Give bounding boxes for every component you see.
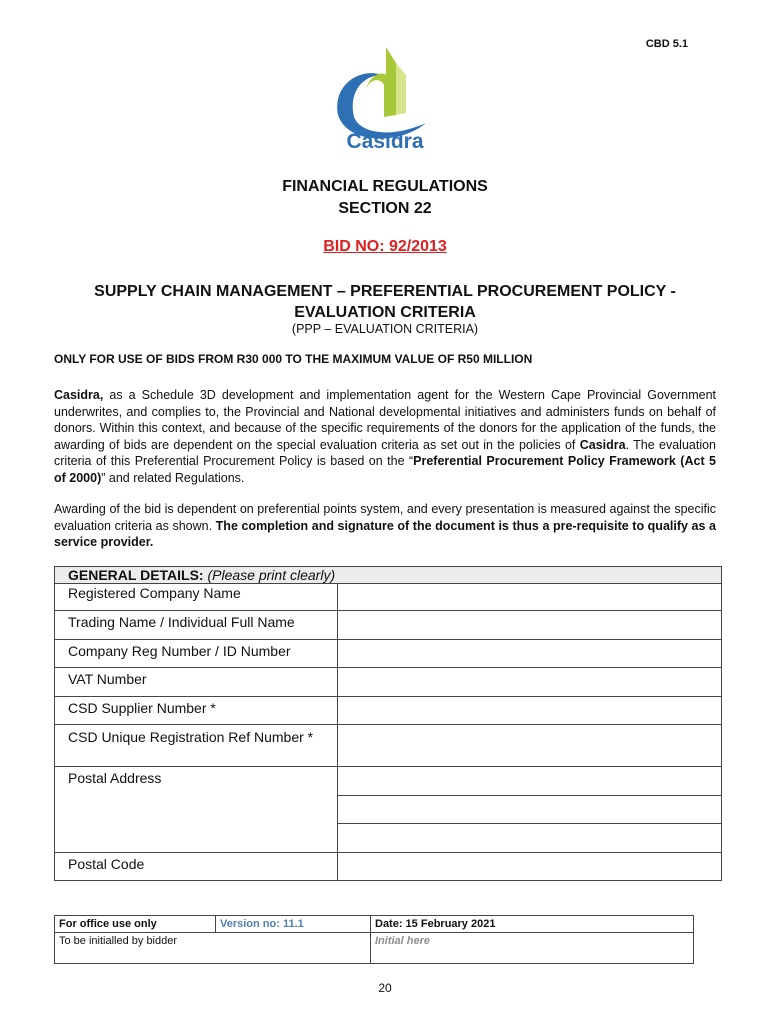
general-details-note: (Please print clearly) xyxy=(207,567,336,583)
table-row xyxy=(55,853,722,881)
general-details-title: GENERAL DETAILS: xyxy=(68,567,204,583)
trading-name-field[interactable] xyxy=(338,611,722,640)
table-row xyxy=(55,725,722,767)
office-use-label: For office use only xyxy=(55,916,216,933)
intro-framework: Preferential Procurement Policy Framework (Act 5 of 2000) xyxy=(54,454,716,485)
table-row xyxy=(55,916,694,933)
field-label: Postal Code xyxy=(55,853,338,881)
company-reg-number-field[interactable] xyxy=(338,640,722,668)
intro-paragraph xyxy=(54,387,716,486)
field-label: CSD Unique Registration Ref Number * xyxy=(55,725,338,767)
scm-subtitle: (PPP – EVALUATION CRITERIA) xyxy=(291,322,479,336)
logo-wordmark: Casidra xyxy=(346,130,424,153)
table-row xyxy=(55,933,694,964)
general-details-heading xyxy=(55,567,722,584)
postal-address-line-2-field[interactable] xyxy=(338,796,722,824)
registered-company-name-field[interactable] xyxy=(338,584,722,611)
award-text: Awarding of the bid is dependent on preferential points system, and every presentation is measured against the specific evaluation criteria as shown. xyxy=(54,502,716,533)
postal-address-line-3-field[interactable] xyxy=(338,824,722,853)
postal-code-field[interactable] xyxy=(338,853,722,881)
bid-number: BID NO: 92/2013 xyxy=(323,238,447,255)
logo-light-green xyxy=(396,63,406,115)
logo-blue-swoosh xyxy=(337,73,426,139)
logo-green-shape xyxy=(366,47,396,117)
version-label: Version no: 11.1 xyxy=(216,916,371,933)
field-label: Trading Name / Individual Full Name xyxy=(55,611,338,640)
general-details-table xyxy=(54,566,722,881)
csd-supplier-number-field[interactable] xyxy=(338,697,722,725)
field-label: CSD Supplier Number * xyxy=(55,697,338,725)
table-row xyxy=(55,767,722,796)
scm-title-line2: EVALUATION CRITERIA xyxy=(294,304,476,321)
csd-registration-ref-field[interactable] xyxy=(338,725,722,767)
use-notice: ONLY FOR USE OF BIDS FROM R30 000 TO THE MAXIMUM VALUE OF R50 MILLION xyxy=(54,352,533,366)
award-paragraph xyxy=(54,501,716,551)
vat-number-field[interactable] xyxy=(338,668,722,697)
table-row xyxy=(55,668,722,697)
title-line2: SECTION 22 xyxy=(338,200,432,217)
casidra-logo xyxy=(330,45,440,153)
field-label: Company Reg Number / ID Number xyxy=(55,640,338,668)
field-label: Postal Address xyxy=(55,767,338,853)
award-bold: The completion and signature of the document is thus a pre-requisite to qualify as a service provider. xyxy=(54,518,716,549)
intro-casidra: Casidra xyxy=(579,437,626,452)
scm-title-line1: SUPPLY CHAIN MANAGEMENT – PREFERENTIAL PROCUREMENT POLICY - xyxy=(94,283,676,300)
intro-text-3: ” and related Regulations. xyxy=(101,470,245,485)
intro-text-1: as a Schedule 3D development and implementation agent for the Western Cape Provincial Government underwrites, and complies to, the Provincial and National developmental initiatives and administers funds on behalf of donors. Within this context, and because of the specific requirements of the donors for the application of the funds, the awarding of bids are dependent on the special evaluation criteria as set out in the policies of xyxy=(54,388,716,452)
table-row xyxy=(55,697,722,725)
field-label: Registered Company Name xyxy=(55,584,338,611)
intro-text-2: . The evaluation criteria of this Preferential Procurement Policy is based on the “ xyxy=(54,437,716,468)
table-row xyxy=(55,584,722,611)
table-row xyxy=(55,611,722,640)
postal-address-line-1-field[interactable] xyxy=(338,767,722,796)
title-line1: FINANCIAL REGULATIONS xyxy=(282,178,488,195)
page-number: 20 xyxy=(378,981,392,995)
table-row xyxy=(55,640,722,668)
general-details-header-row xyxy=(55,567,722,584)
initialled-by-label: To be initialled by bidder xyxy=(55,933,371,964)
document-code: CBD 5.1 xyxy=(645,38,688,50)
initial-here-field[interactable]: Initial here xyxy=(371,933,694,964)
office-use-table xyxy=(54,915,694,964)
date-label: Date: 15 February 2021 xyxy=(371,916,694,933)
intro-lead: Casidra, xyxy=(54,388,104,402)
field-label: VAT Number xyxy=(55,668,338,697)
